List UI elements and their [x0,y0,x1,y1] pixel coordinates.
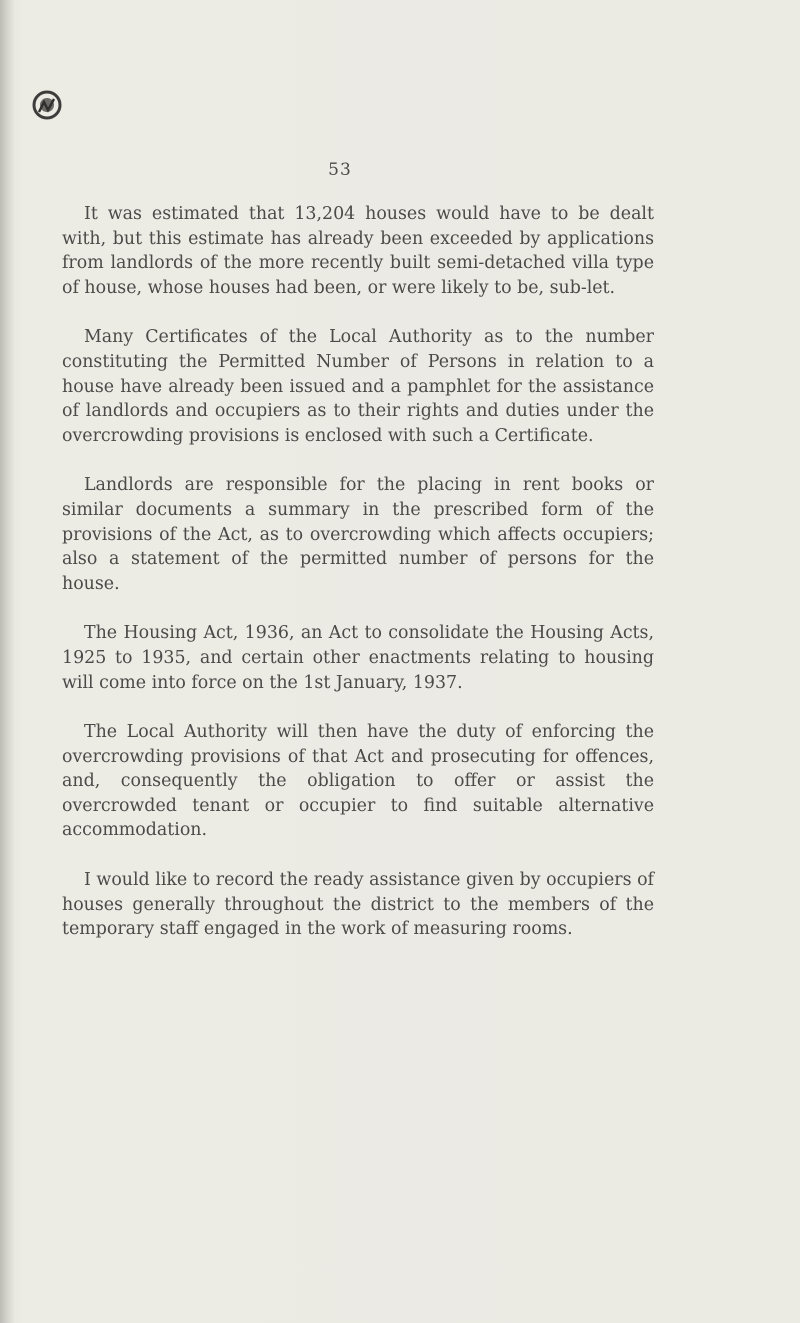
paragraph: I would like to record the ready assistance given by occupiers of houses generally throughout the district to the members of the temporary staff engaged in the work of measuring rooms. [62,870,654,940]
paragraph: Landlords are responsible for the placing in rent books or similar documents a summary in the prescribed form of the provisions of the Act, as to overcrowding which affects occupiers; also a statement of the permitted number of persons for the house. [62,475,654,594]
body-text [62,202,654,967]
library-stamp-icon [30,88,64,122]
paragraph: The Local Authority will then have the duty of enforcing the overcrowding provisions of that Act and prosecuting for offences, and, consequently the obligation to offer or assist the overcrowded tenant or occupier to find suitable alternative accommodation. [62,722,654,841]
page-number: 53 [328,160,352,180]
paragraph: The Housing Act, 1936, an Act to consolidate the Housing Acts, 1925 to 1935, and certain other enactments relating to housing will come into force on the 1st January, 1937. [62,623,654,693]
paragraph: It was estimated that 13,204 houses would have to be dealt with, but this estimate has already been exceeded by applications from landlords of the more recently built semi-detached villa type of house, whose houses had been, or were likely to be, sub-let. [62,204,654,298]
paragraph: Many Certificates of the Local Authority as to the number constituting the Permitted Number of Persons in relation to a house have already been issued and a pamphlet for the assistance of landlords and occupiers as to their rights and duties under the overcrowding provisions is enclosed with such a Certificate. [62,327,654,446]
binding-edge [0,0,14,1323]
